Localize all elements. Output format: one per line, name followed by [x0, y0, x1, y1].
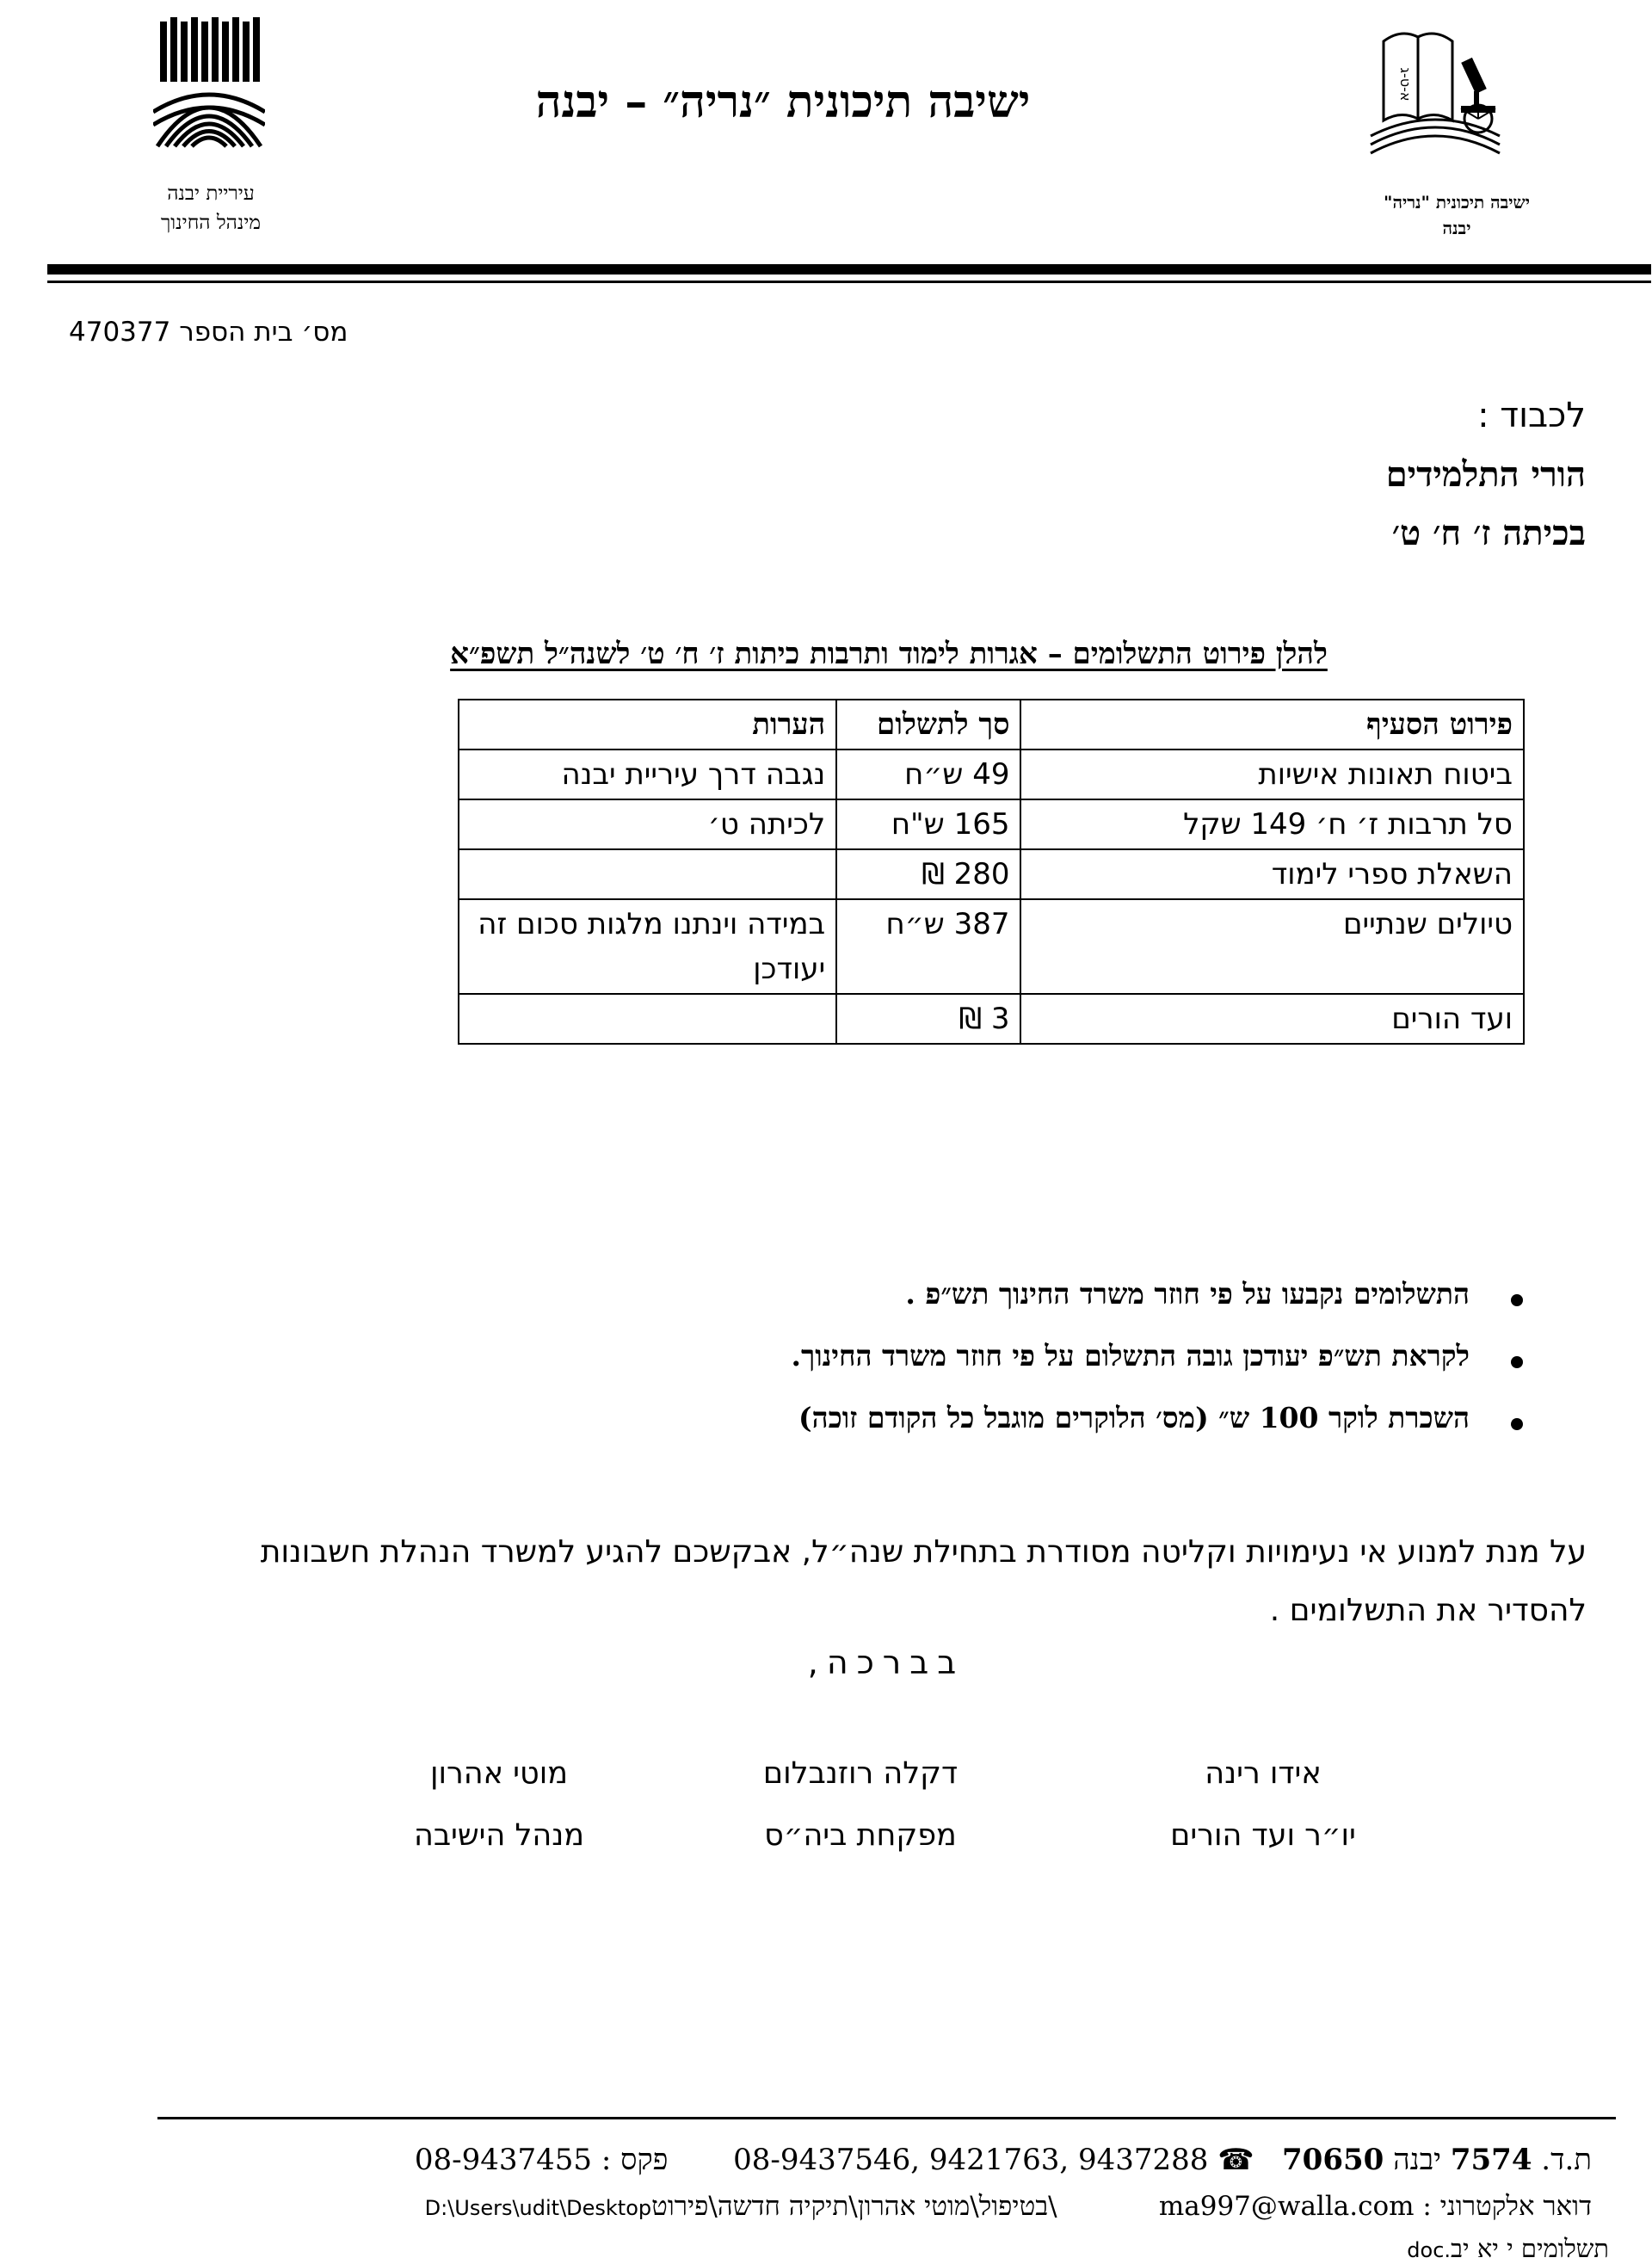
footer-email-line [206, 2191, 1592, 2222]
municipality-logo [153, 17, 265, 155]
city: יבנה [1393, 2143, 1442, 2177]
bullet-dot [1511, 1356, 1523, 1368]
header-amount: סך לתשלום [836, 700, 1020, 750]
fax-number: 08-9437455 [414, 2143, 593, 2177]
row-item: ביטוח תאונות אישיות [1020, 750, 1524, 799]
header-item: פירוט הסעיף [1020, 700, 1524, 750]
table-row [459, 799, 1524, 849]
row-amount: 3 ₪ [836, 994, 1020, 1044]
bullet-item: השכרת לוקר 100 ש״ (מס׳ הלוקרים מוגבל כל הקודם זוכה) [798, 1401, 1470, 1434]
row-notes [459, 849, 836, 899]
table-header-row [459, 700, 1524, 750]
payments-table [458, 699, 1525, 1045]
yeshiva-caption [1349, 189, 1564, 241]
signature-name: אידו רינה [1205, 1756, 1322, 1791]
header-rule-thin [47, 281, 1651, 283]
yeshiva-logo [1366, 24, 1504, 166]
municipality-caption [103, 179, 318, 238]
body-paragraph: על מנת למנוע אי נעימויות וקליטה מסודרת בתחילת שנה״ל, אבקשכם להגיע למשרד הנהלת חשבונות להסדיר את התשלומים . [260, 1534, 1587, 1628]
pobox-label: ת.ד. [1541, 2143, 1592, 2177]
phone-numbers: 08-9437546, 9421763, 9437288 [733, 2143, 1209, 2177]
file-name: תשלומים י יא יב [1451, 2234, 1609, 2263]
signature-principal [327, 1743, 671, 1866]
table-row [459, 849, 1524, 899]
header-notes: הערות [459, 700, 836, 750]
file-path-latin: D:\Users\udit\Desktop [424, 2196, 652, 2220]
addressee-salutation: לכבוד : [1477, 396, 1586, 435]
table-row [459, 994, 1524, 1044]
zip-code: 70650 [1282, 2143, 1384, 2177]
table-row [459, 899, 1524, 994]
row-amount: 165 ש"ח [836, 799, 1020, 849]
row-notes: נגבה דרך עיריית יבנה [459, 750, 836, 799]
email-address[interactable]: ma997@walla.com [1158, 2191, 1415, 2222]
header-rule-thick [47, 264, 1651, 275]
signature-role: מנהל הישיבה [413, 1818, 585, 1853]
signature-parents-committee [1091, 1743, 1435, 1866]
signature-name: מוטי אהרון [429, 1756, 569, 1791]
row-item: השאלת ספרי לימוד [1020, 849, 1524, 899]
row-item: ועד הורים [1020, 994, 1524, 1044]
email-label: דואר אלקטרוני : [1422, 2191, 1592, 2222]
pobox-number: 7574 [1450, 2143, 1532, 2177]
row-item: טיולים שנתיים [1020, 899, 1524, 994]
row-notes: במידה וינתנו מלגות סכום זה יעודכן [459, 899, 836, 994]
bullet-dot [1511, 1294, 1523, 1306]
row-item: סל תרבות ז׳ ח׳ 149 שקל [1020, 799, 1524, 849]
signature-role: מפקחת ביה״ס [764, 1818, 957, 1853]
education-department: מינהל החינוך [161, 212, 261, 234]
file-path-hebrew: \בטיפול\מוטי אהרון\תיקיה חדשה\פירוט [651, 2191, 1057, 2222]
footer-rule [157, 2117, 1616, 2119]
file-extension: .doc [1407, 2238, 1452, 2262]
closing-greeting: בברכה, [807, 1644, 965, 1681]
municipality-name: עיריית יבנה [167, 182, 255, 205]
bullet-dot [1511, 1418, 1523, 1430]
page-title: ישיבה תיכונית ״נריה״ – יבנה [535, 76, 1031, 128]
phone-icon: ☎ [1217, 2143, 1254, 2177]
footer-file-name [1316, 2234, 1609, 2264]
row-notes: לכיתה ט׳ [459, 799, 836, 849]
yeshiva-name: ישיבה תיכונית "נריה" [1384, 192, 1530, 213]
addressee-recipients: הורי התלמידים [1385, 454, 1586, 495]
row-amount: 49 ש״ח [836, 750, 1020, 799]
signature-supervisor [688, 1743, 1032, 1866]
table-heading: להלן פירוט התשלומים – אגרות לימוד ותרבות כיתות ז׳ ח׳ ט׳ לשנה״ל תשפ״א [450, 637, 1328, 671]
footer-contact-line [284, 2143, 1592, 2177]
bullet-item: התשלומים נקבעו על פי חוזר משרד החינוך תש״פ . [905, 1277, 1470, 1311]
yeshiva-city: יבנה [1442, 218, 1471, 238]
row-amount: 280 ₪ [836, 849, 1020, 899]
row-amount: 387 ש״ח [836, 899, 1020, 994]
table-row [459, 750, 1524, 799]
bullet-item: לקראת תש״פ יעודכן גובה התשלום על פי חוזר משרד החינוך. [791, 1339, 1470, 1373]
school-number: מס׳ בית הספר 470377 [69, 317, 348, 348]
row-notes [459, 994, 836, 1044]
addressee-classes: בכיתה ז׳ ח׳ ט׳ [1391, 513, 1586, 553]
fax-label: פקס : [601, 2143, 669, 2177]
signature-role: יו״ר ועד הורים [1170, 1818, 1356, 1853]
book-letters: א-ט-ג [1397, 67, 1414, 102]
signature-name: דקלה רוזנבלום [762, 1756, 959, 1791]
